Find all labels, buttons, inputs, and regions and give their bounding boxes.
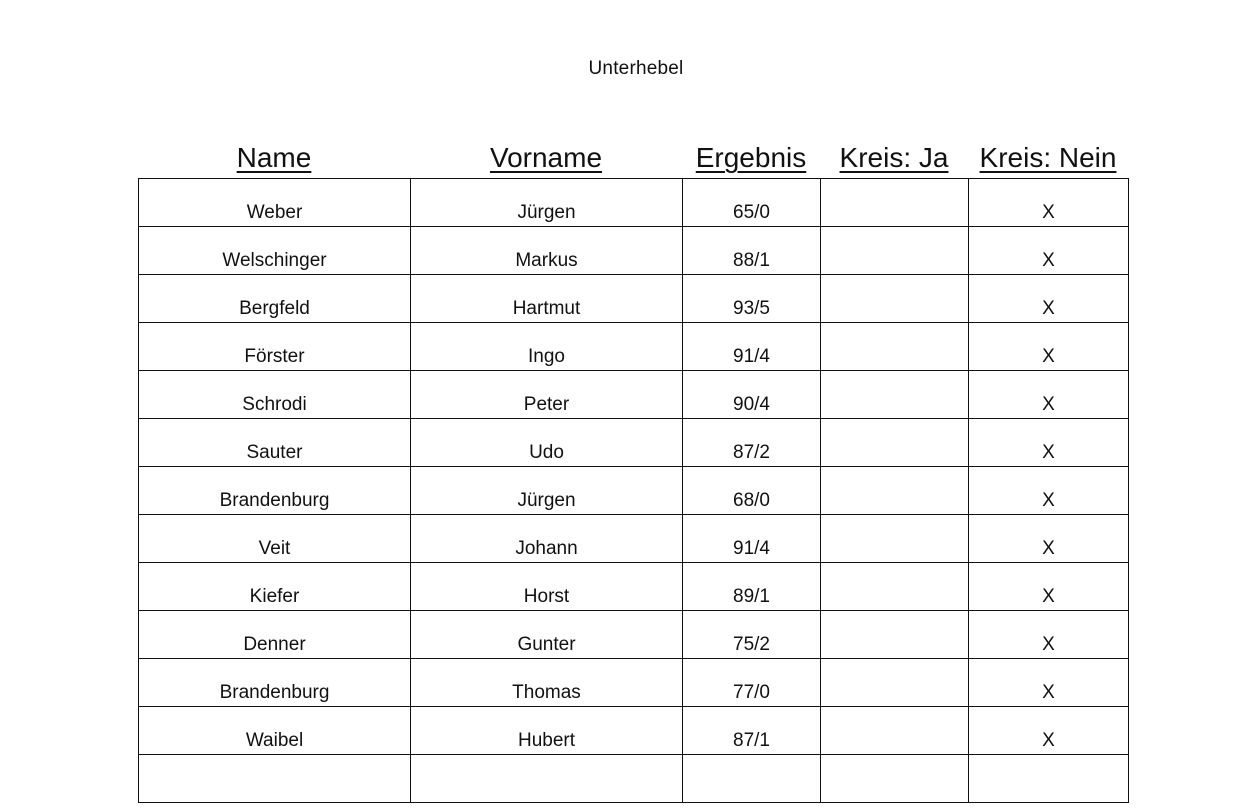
cell-name: Brandenburg — [139, 467, 411, 515]
cell-vorname — [411, 755, 683, 803]
cell-name: Schrodi — [139, 371, 411, 419]
cell-kreis-ja — [821, 323, 969, 371]
cell-name: Welschinger — [139, 227, 411, 275]
cell-kreis-ja — [821, 275, 969, 323]
cell-ergebnis: 90/4 — [683, 371, 821, 419]
cell-kreis-nein: X — [969, 179, 1129, 227]
cell-vorname: Ingo — [411, 323, 683, 371]
table-row — [139, 275, 1129, 323]
cell-vorname: Peter — [411, 371, 683, 419]
header-kreis-nein: Kreis: Nein — [979, 142, 1117, 173]
cell-vorname: Horst — [411, 563, 683, 611]
table-row — [139, 179, 1129, 227]
cell-kreis-nein: X — [969, 611, 1129, 659]
cell-ergebnis: 91/4 — [683, 323, 821, 371]
cell-vorname: Udo — [411, 419, 683, 467]
document-title: Unterhebel — [588, 58, 684, 79]
table-row — [139, 227, 1129, 275]
results-table-body — [139, 179, 1129, 803]
table-row — [139, 419, 1129, 467]
cell-kreis-ja — [821, 563, 969, 611]
cell-ergebnis: 87/2 — [683, 419, 821, 467]
cell-kreis-nein: X — [969, 275, 1129, 323]
cell-ergebnis: 65/0 — [683, 179, 821, 227]
table-row — [139, 467, 1129, 515]
cell-kreis-nein: X — [969, 563, 1129, 611]
cell-kreis-ja — [821, 659, 969, 707]
cell-kreis-ja — [821, 419, 969, 467]
table-row — [139, 755, 1129, 803]
cell-name: Weber — [139, 179, 411, 227]
cell-vorname: Hartmut — [411, 275, 683, 323]
header-ergebnis: Ergebnis — [695, 142, 807, 173]
cell-vorname: Markus — [411, 227, 683, 275]
cell-kreis-nein: X — [969, 419, 1129, 467]
cell-name: Denner — [139, 611, 411, 659]
cell-kreis-nein: X — [969, 707, 1129, 755]
results-table — [138, 178, 1129, 803]
cell-ergebnis: 68/0 — [683, 467, 821, 515]
cell-ergebnis: 89/1 — [683, 563, 821, 611]
cell-kreis-ja — [821, 227, 969, 275]
cell-ergebnis: 91/4 — [683, 515, 821, 563]
cell-name: Bergfeld — [139, 275, 411, 323]
cell-kreis-ja — [821, 755, 969, 803]
cell-ergebnis: 87/1 — [683, 707, 821, 755]
cell-kreis-nein: X — [969, 227, 1129, 275]
cell-ergebnis: 75/2 — [683, 611, 821, 659]
header-name: Name — [236, 142, 312, 173]
cell-vorname: Thomas — [411, 659, 683, 707]
header-kreis-ja: Kreis: Ja — [839, 142, 949, 173]
table-row — [139, 611, 1129, 659]
cell-kreis-nein: X — [969, 659, 1129, 707]
cell-kreis-ja — [821, 515, 969, 563]
cell-kreis-nein: X — [969, 467, 1129, 515]
table-row — [139, 323, 1129, 371]
cell-name: Sauter — [139, 419, 411, 467]
cell-kreis-ja — [821, 371, 969, 419]
table-row — [139, 515, 1129, 563]
cell-kreis-nein: X — [969, 515, 1129, 563]
cell-kreis-nein: X — [969, 323, 1129, 371]
cell-kreis-ja — [821, 179, 969, 227]
table-row — [139, 707, 1129, 755]
cell-ergebnis: 88/1 — [683, 227, 821, 275]
cell-ergebnis: 77/0 — [683, 659, 821, 707]
cell-name: Waibel — [139, 707, 411, 755]
table-row — [139, 371, 1129, 419]
cell-name — [139, 755, 411, 803]
cell-name: Kiefer — [139, 563, 411, 611]
table-row — [139, 659, 1129, 707]
cell-ergebnis — [683, 755, 821, 803]
cell-kreis-nein: X — [969, 371, 1129, 419]
cell-kreis-ja — [821, 707, 969, 755]
cell-kreis-ja — [821, 467, 969, 515]
cell-name: Veit — [139, 515, 411, 563]
cell-vorname: Jürgen — [411, 467, 683, 515]
cell-ergebnis: 93/5 — [683, 275, 821, 323]
cell-vorname: Johann — [411, 515, 683, 563]
cell-vorname: Gunter — [411, 611, 683, 659]
cell-vorname: Hubert — [411, 707, 683, 755]
cell-name: Brandenburg — [139, 659, 411, 707]
table-row — [139, 563, 1129, 611]
cell-name: Förster — [139, 323, 411, 371]
cell-kreis-ja — [821, 611, 969, 659]
cell-vorname: Jürgen — [411, 179, 683, 227]
cell-kreis-nein — [969, 755, 1129, 803]
header-vorname: Vorname — [489, 142, 603, 173]
